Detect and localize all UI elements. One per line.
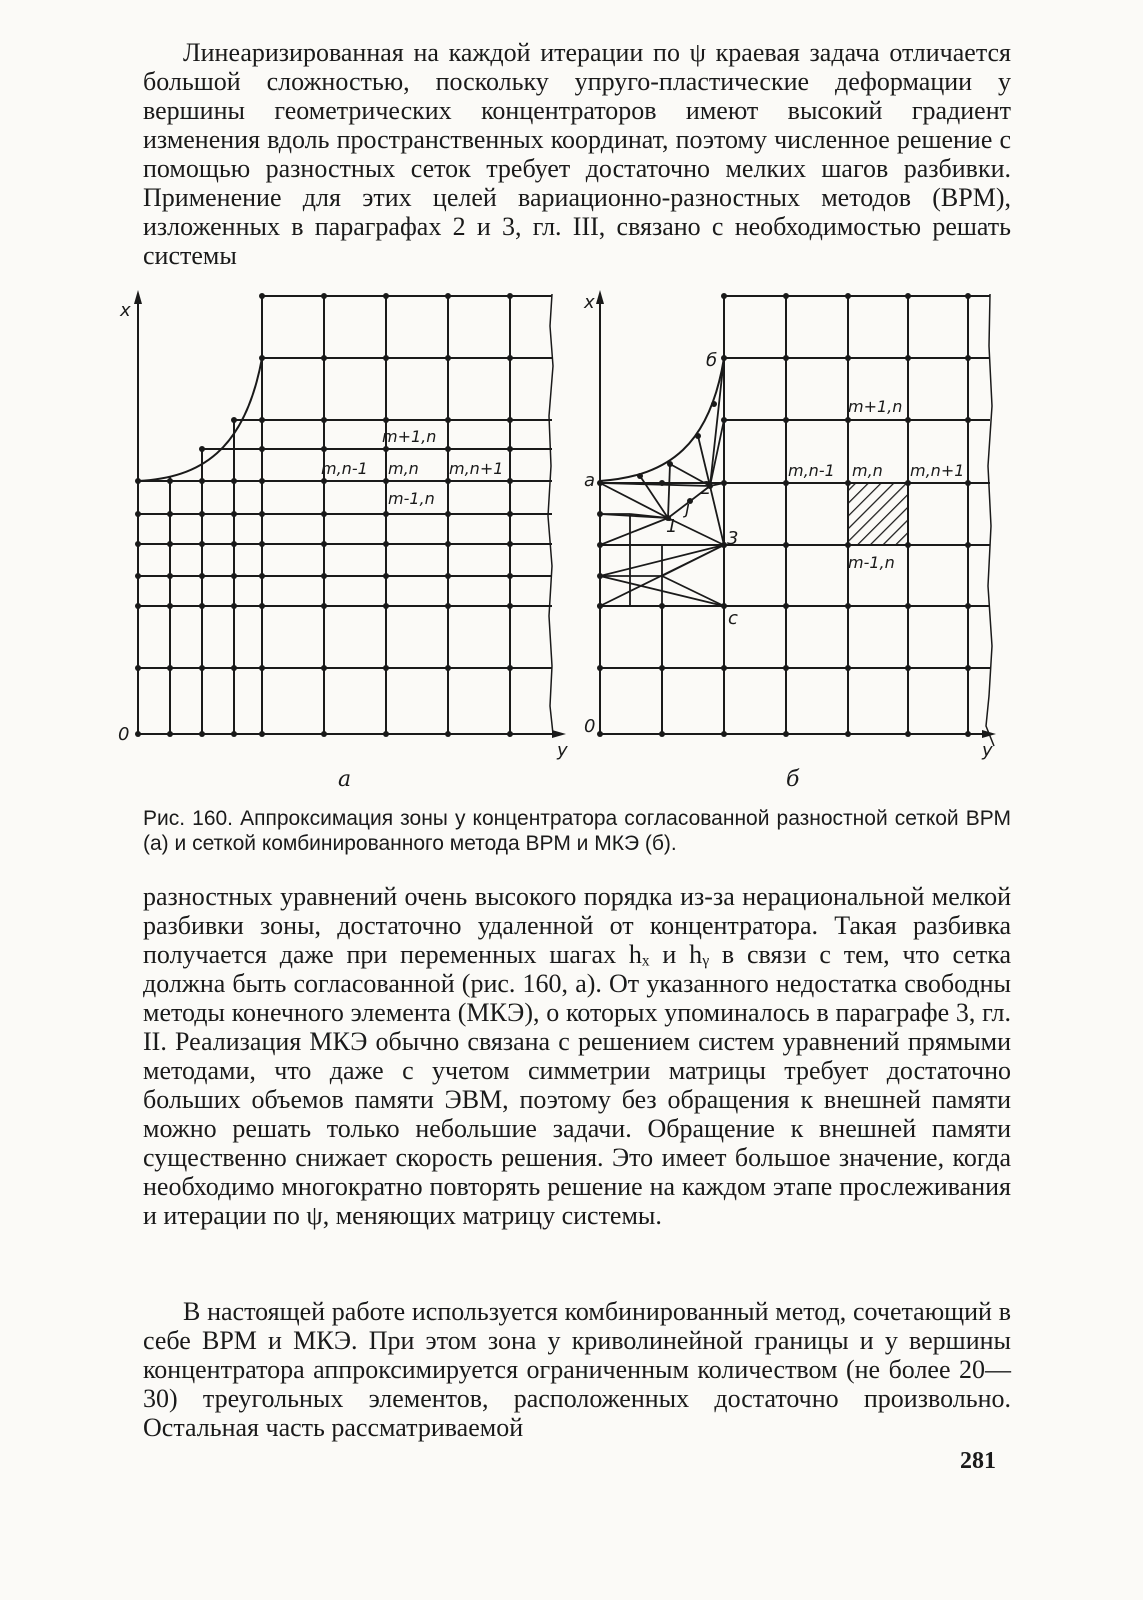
panel-a-grid-node (383, 603, 389, 609)
panel-b-label-m-minus-1-n: m-1,n (848, 553, 895, 572)
panel-b-point-j-label: j (685, 498, 691, 519)
panel-a-grid-node (199, 573, 205, 579)
panel-b-right-edge (986, 294, 994, 746)
page-number: 281 (960, 1448, 996, 1474)
panel-b-grid-node (965, 293, 971, 299)
panel-b-grid-node (721, 417, 727, 423)
panel-a-x-arrow (134, 290, 142, 304)
panel-b-grid-node (783, 293, 789, 299)
panel-a-grid-node (167, 731, 173, 737)
panel-a-grid-node (231, 541, 237, 547)
panel-a-grid-node (383, 355, 389, 361)
panel-b-grid-node (965, 542, 971, 548)
panel-b-grid-node (659, 731, 665, 737)
panel-a-grid-node (321, 446, 327, 452)
panel-a-grid-node (321, 511, 327, 517)
panel-b-grid-node (905, 355, 911, 361)
panel-b-label-m-n-minus-1: m,n-1 (788, 461, 835, 480)
panel-a-grid-node (259, 511, 265, 517)
panel-a-grid-node (199, 603, 205, 609)
panel-b (583, 290, 996, 792)
panel-b-fem-edge (600, 483, 668, 518)
panel-b-fem-edge (662, 545, 724, 576)
panel-b-grid-node (965, 480, 971, 486)
panel-a-grid-node (507, 293, 513, 299)
panel-a-grid-node (445, 665, 451, 671)
panel-b-fem-edge (710, 486, 724, 545)
panel-a-grid-node (383, 478, 389, 484)
panel-a-grid-node (259, 665, 265, 671)
panel-b-grid-node (905, 603, 911, 609)
panel-b-fem-node (711, 401, 717, 407)
panel-b-point-1-label: 1 (666, 516, 678, 537)
panel-a-grid-node (507, 541, 513, 547)
panel-a-label-m-minus-1-n: m-1,n (388, 489, 435, 508)
panel-b-boundary-curve (600, 358, 724, 481)
panel-b-grid (600, 296, 990, 734)
panel-a-grid-node (445, 573, 451, 579)
panel-a-grid-node (445, 417, 451, 423)
panel-a-grid-node (167, 478, 173, 484)
panel-b-grid-node (965, 665, 971, 671)
panel-a-grid-node (507, 478, 513, 484)
panel-b-point-c-label: с (728, 608, 738, 629)
panel-b-label-m-n: m,n (852, 461, 883, 480)
panel-b-grid-node (965, 731, 971, 737)
panel-a-grid-node (321, 731, 327, 737)
panel-a-label-m-n: m,n (388, 459, 419, 478)
panel-a-grid-node (259, 603, 265, 609)
panel-b-grid-node (845, 665, 851, 671)
panel-b-label-m-n-plus-1: m,n+1 (910, 461, 965, 480)
panel-a-grid-node (383, 417, 389, 423)
panel-a-grid-node (167, 511, 173, 517)
panel-a-grid-node (231, 478, 237, 484)
panel-b-grid-node (845, 417, 851, 423)
panel-b-grid-node (783, 542, 789, 548)
panel-b-grid-node (845, 355, 851, 361)
panel-a-grid-node (259, 573, 265, 579)
panel-a-grid-node (445, 511, 451, 517)
panel-b-grid-node (845, 293, 851, 299)
panel-a-grid-node (445, 478, 451, 484)
panel-a (118, 290, 568, 792)
panel-a-grid-node (199, 478, 205, 484)
panel-a-grid-node (135, 511, 141, 517)
panel-a-grid-node (199, 511, 205, 517)
panel-a-grid-node (259, 478, 265, 484)
panel-a-grid-node (445, 603, 451, 609)
panel-b-grid-node (597, 731, 603, 737)
panel-a-grid-node (135, 603, 141, 609)
panel-a-grid-node (167, 541, 173, 547)
panel-a-grid-node (383, 446, 389, 452)
panel-b-point-3-label: 3 (727, 528, 739, 549)
figure-caption: Рис. 160. Аппроксимация зоны у концентратора согласованной разностной сеткой ВРМ (а) и сеткой комбинированного метода ВРМ и МКЭ (б). (143, 807, 1011, 855)
panel-b-origin-label: 0 (584, 716, 596, 737)
panel-a-grid-node (383, 511, 389, 517)
panel-a-grid-node (199, 731, 205, 737)
panel-a-grid-node (507, 665, 513, 671)
panel-a-grid-node (135, 665, 141, 671)
panel-a-grid-node (507, 355, 513, 361)
panel-b-grid-node (905, 542, 911, 548)
panel-a-grid-node (199, 665, 205, 671)
panel-a-grid-node (321, 417, 327, 423)
panel-b-grid-node (783, 480, 789, 486)
panel-b-grid-node (721, 731, 727, 737)
panel-a-grid-node (383, 665, 389, 671)
panel-b-y-label: y (982, 740, 993, 761)
panel-a-grid-node (321, 603, 327, 609)
panel-b-grid-node (783, 355, 789, 361)
panel-b-grid-node (721, 293, 727, 299)
panel-a-grid-node (321, 355, 327, 361)
panel-a-grid-node (231, 511, 237, 517)
panel-a-grid-node (321, 665, 327, 671)
panel-a-grid-node (383, 293, 389, 299)
panel-b-fem-node (597, 511, 603, 517)
panel-b-grid-node (845, 480, 851, 486)
panel-b-grid-node (597, 480, 603, 486)
panel-b-x-label: x (584, 292, 595, 313)
panel-b-grid-node (845, 731, 851, 737)
panel-a-grid-node (231, 573, 237, 579)
panel-a-grid-node (383, 573, 389, 579)
panel-a-x-label: x (120, 300, 131, 321)
panel-b-fem-node (597, 573, 603, 579)
panel-b-fem-edge (600, 518, 668, 545)
panel-a-grid-node (507, 446, 513, 452)
paragraph-2: разностных уравнений очень высокого порядка из-за нерациональной мелкой разбивки зоны, достаточно удаленной от концентратора. Такая разбивка получается даже при переменных шагах hₓ и hᵧ в связи с тем, что сетка должна быть согласованной (рис. 160, а). От указанного недостатка свободны методы конечного элемента (МКЭ), о которых упоминалось в параграфе 3, гл. II. Реализация МКЭ обычно связана с решением систем уравнений прямыми методами, что даже с учетом симметрии матрицы требует достаточно больших объемов памяти ЭВМ, поэтому без обращения к внешней памяти можно решать только небольшие задачи. Обращение к внешней памяти существенно снижает скорость решения. Это имеет большое значение, когда необходимо многократно повторять решение на каждом этапе прослеживания и итерации по ψ, меняющих матрицу системы. (143, 882, 1011, 1230)
panel-b-point-2-label: 2 (700, 478, 712, 499)
panel-b-grid-node (965, 355, 971, 361)
figure-160-diagram (110, 286, 1030, 806)
panel-a-grid-node (445, 731, 451, 737)
panel-a-grid-node (199, 541, 205, 547)
panel-b-fem-node (695, 433, 701, 439)
panel-b-grid-node (721, 665, 727, 671)
panel-a-grid-node (321, 293, 327, 299)
panel-b-fem-node (667, 461, 673, 467)
panel-b-grid-node (783, 665, 789, 671)
panel-b-grid-node (659, 480, 665, 486)
panel-a-grid-node (383, 541, 389, 547)
panel-a-origin-label: 0 (118, 724, 130, 745)
panel-a-grid-node (383, 731, 389, 737)
panel-b-point-b-label: б (706, 350, 718, 371)
panel-b-grid-node (905, 417, 911, 423)
panel-a-grid-node (167, 573, 173, 579)
panel-b-fem-node (597, 603, 603, 609)
panel-a-grid-node (259, 446, 265, 452)
panel-a-grid-node (507, 511, 513, 517)
panel-a-grid-node (445, 293, 451, 299)
panel-b-grid-node (783, 417, 789, 423)
panel-a-grid-node (259, 293, 265, 299)
panel-b-grid-node (721, 603, 727, 609)
paragraph-1: Линеаризированная на каждой итерации по ψ краевая задача отличается большой сложностью, поскольку упруго-пластические деформации у вершины геометрических концентраторов имеют высокий градиент изменения вдоль пространственных координат, поэтому численное решение с помощью разностных сеток требует достаточно мелких шагов разбивки. Применение для этих целей вариационно-разностных методов (ВРМ), изложенных в параграфах 2 и 3, гл. III, связано с необходимостью решать системы (143, 38, 1011, 270)
panel-a-grid-node (445, 446, 451, 452)
panel-b-grid-node (845, 542, 851, 548)
panel-a-grid-node (321, 573, 327, 579)
panel-b-x-arrow (596, 290, 604, 304)
panel-a-grid-node (135, 478, 141, 484)
paragraph-3: В настоящей работе используется комбинированный метод, сочетающий в себе ВРМ и МКЭ. При этом зона у криволинейной границы и у вершины концентратора аппроксимируется ограниченным количеством (не более 20—30) треугольных элементов, расположенных достаточно произвольно. Остальная часть рассматриваемой (143, 1297, 1011, 1442)
panel-b-grid-node (783, 731, 789, 737)
panel-b-grid-node (965, 603, 971, 609)
panel-a-grid-node (135, 541, 141, 547)
panel-a-grid-node (507, 731, 513, 737)
panel-a-grid-node (199, 446, 205, 452)
panel-b-hatched-cell (848, 483, 908, 545)
panel-a-grid-node (259, 541, 265, 547)
panel-b-fem-node (637, 473, 643, 479)
panel-b-fem-edge (668, 464, 670, 518)
panel-b-nodes (597, 293, 971, 737)
panel-b-grid-node (905, 665, 911, 671)
panel-a-grid-node (231, 603, 237, 609)
panel-a-grid-node (507, 573, 513, 579)
panel-a-grid-node (231, 731, 237, 737)
panel-b-grid-node (721, 480, 727, 486)
panel-a-grid-node (321, 541, 327, 547)
figure-160 (110, 286, 1030, 806)
panel-a-grid-node (135, 573, 141, 579)
panel-a-sublabel: а (338, 767, 352, 792)
panel-b-grid-node (845, 603, 851, 609)
panel-a-grid-node (231, 417, 237, 423)
panel-a-y-label: y (557, 740, 568, 761)
panel-b-fem-edge (662, 576, 724, 606)
panel-b-fem-node (597, 542, 603, 548)
panel-a-grid-node (507, 603, 513, 609)
panel-a-grid-node (321, 478, 327, 484)
panel-a-grid-node (259, 731, 265, 737)
panel-a-grid-node (231, 665, 237, 671)
panel-b-label-m-plus-1-n: m+1,n (848, 397, 903, 416)
panel-a-grid-node (135, 731, 141, 737)
panel-a-grid-node (259, 417, 265, 423)
panel-a-label-m-n-minus-1: m,n-1 (321, 459, 368, 478)
panel-a-grid-node (445, 355, 451, 361)
panel-a-label-m-n-plus-1: m,n+1 (449, 459, 504, 478)
panel-b-grid-node (965, 417, 971, 423)
panel-b-grid-node (659, 603, 665, 609)
panel-a-grid-node (167, 665, 173, 671)
panel-b-point-a-label: а (584, 470, 596, 491)
panel-a-label-m-plus-1-n: m+1,n (382, 427, 437, 446)
panel-b-grid-node (721, 355, 727, 361)
panel-b-sublabel: б (786, 767, 800, 792)
panel-a-grid-node (167, 603, 173, 609)
panel-a-grid-node (445, 541, 451, 547)
panel-a-grid-node (259, 355, 265, 361)
panel-a-grid-node (507, 417, 513, 423)
panel-b-grid-node (905, 293, 911, 299)
panel-b-grid-node (597, 665, 603, 671)
panel-b-grid-node (783, 603, 789, 609)
panel-a-y-arrow (552, 730, 566, 738)
panel-b-grid-node (905, 731, 911, 737)
panel-b-grid-node (905, 480, 911, 486)
panel-b-grid-node (659, 665, 665, 671)
